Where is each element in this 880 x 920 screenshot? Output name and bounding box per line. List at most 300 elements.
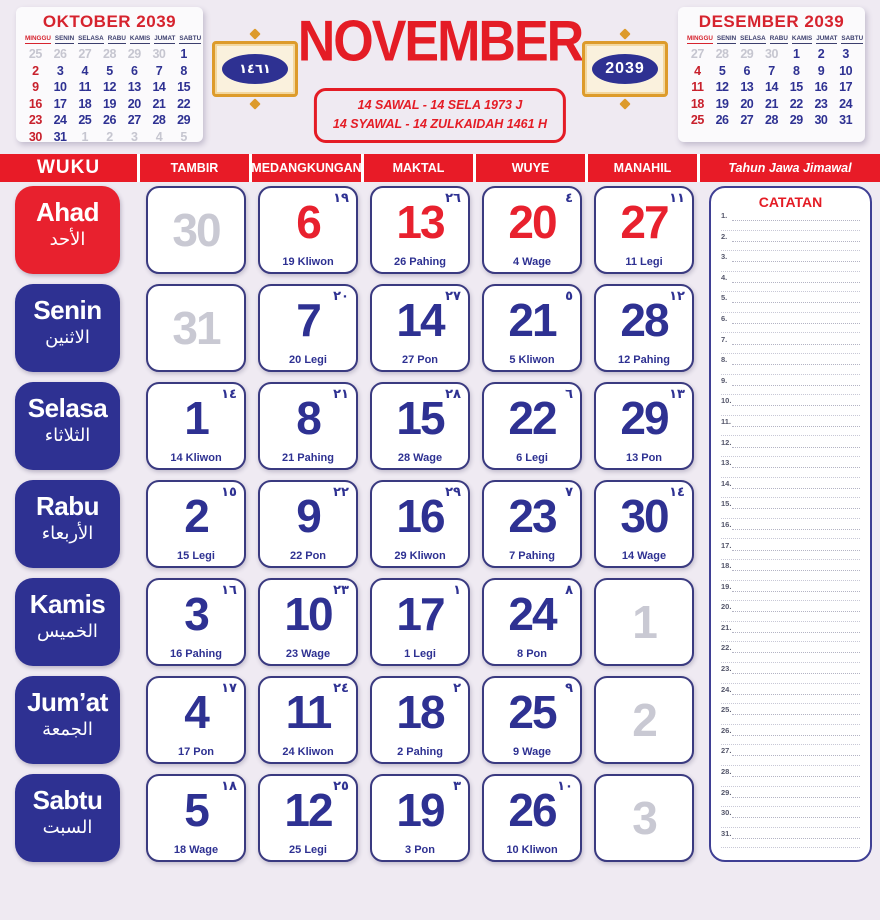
mini-day-header: SENIN [716, 35, 737, 42]
hijri-date: ٢٢ [333, 485, 349, 500]
hijri-date: ١٢ [669, 289, 685, 304]
mini-day: 22 [789, 96, 803, 111]
mini-day: 14 [765, 80, 778, 94]
hijri-date: ٨ [565, 583, 573, 598]
date-cell[interactable] [482, 676, 582, 764]
date-cell[interactable] [594, 284, 694, 372]
mini-day: 24 [53, 113, 67, 127]
mini-day: 27 [690, 47, 704, 61]
pasaran-label: 26 Pahing [394, 256, 446, 268]
date-number: 8 [296, 392, 320, 444]
mini-day: 8 [792, 63, 800, 78]
note-number: 17. [721, 540, 732, 550]
date-cell[interactable] [482, 186, 582, 274]
mini-day: 5 [180, 129, 187, 144]
mini-day: 3 [842, 47, 849, 61]
tahun-jawa-label: Tahun Jawa Jimawal [728, 161, 852, 175]
pasaran-label: 9 Wage [512, 746, 552, 758]
mini-day-header: MINGGU [687, 35, 713, 42]
mini-day: 11 [691, 80, 704, 94]
islamic-dates-line1: 14 SAWAL - 14 SELA 1973 J [357, 98, 523, 112]
note-line [719, 808, 862, 829]
hijri-date: ٧ [565, 485, 573, 500]
note-line [719, 582, 862, 603]
weekday-name: Kamis [29, 589, 106, 619]
mini-day: 1 [81, 129, 88, 144]
hijri-date: ٥ [565, 289, 573, 304]
weekday-name: Rabu [36, 491, 99, 521]
hijri-date: ٢٣ [333, 583, 349, 598]
mini-day: 11 [78, 80, 91, 94]
mini-day: 8 [180, 63, 187, 78]
weekday-box [15, 284, 120, 372]
note-number: 11. [721, 416, 732, 426]
pasaran-label: 22 Pon [289, 550, 327, 562]
hijri-date: ٢ [453, 681, 461, 696]
wuku-label: WUKU [0, 154, 140, 182]
date-cell[interactable] [370, 382, 470, 470]
date-cell[interactable] [594, 676, 694, 764]
weekday-box [15, 382, 120, 470]
date-cell[interactable] [258, 480, 358, 568]
mini-day: 10 [839, 63, 853, 78]
weekday-box [15, 578, 120, 666]
date-number: 10 [284, 588, 332, 640]
date-cell[interactable] [146, 480, 246, 568]
pasaran-label: 1 Legi [404, 648, 436, 660]
hijri-date: ١٣ [669, 387, 685, 402]
date-cell[interactable] [258, 382, 358, 470]
date-cell[interactable] [146, 186, 246, 274]
note-line [719, 252, 862, 273]
mini-day: 29 [127, 47, 141, 61]
date-number: 16 [396, 490, 444, 542]
pasaran-label: 17 Pon [177, 746, 215, 758]
mini-day-header: RABU [769, 35, 788, 42]
hijri-date: ١٨ [221, 779, 237, 794]
note-line [719, 293, 862, 314]
month-title: NOVEMBER [297, 10, 583, 74]
mini-day: 30 [152, 47, 166, 61]
note-line [719, 438, 862, 459]
date-number: 2 [632, 694, 656, 746]
wuku-week-name: TAMBIR [140, 154, 252, 182]
weekday-name-arabic: الثلاثاء [44, 425, 91, 446]
hijri-date: ١٩ [333, 191, 349, 206]
weekday-column [0, 186, 140, 872]
mini-day: 26 [715, 113, 729, 127]
date-number: 27 [620, 196, 668, 248]
date-number: 26 [508, 784, 556, 836]
date-number: 15 [396, 392, 444, 444]
pasaran-label: 5 Kliwon [509, 354, 555, 366]
date-cell[interactable] [370, 774, 470, 862]
note-number: 26. [721, 725, 732, 735]
mini-day-header: JUMAT [154, 35, 176, 42]
wuku-week-name: MANAHIL [588, 154, 700, 182]
note-number: 19. [721, 581, 732, 591]
note-line [719, 520, 862, 541]
notes-panel [709, 186, 872, 862]
mini-day: 15 [789, 80, 803, 94]
mini-day: 5 [106, 63, 113, 78]
pasaran-label: 16 Pahing [170, 648, 222, 660]
hijri-year-badge [212, 30, 298, 108]
weekday-name: Senin [33, 295, 102, 325]
note-line [719, 335, 862, 356]
mini-day: 18 [78, 96, 92, 111]
year-text: 2039 [592, 54, 658, 84]
note-line [719, 726, 862, 747]
note-number: 10. [721, 396, 732, 406]
note-number: 29. [721, 787, 732, 797]
weekday-name-arabic: الأحد [49, 229, 86, 250]
mini-day: 19 [715, 96, 729, 111]
notes-list [719, 211, 862, 849]
mini-day: 26 [53, 47, 67, 61]
date-number: 22 [508, 392, 556, 444]
note-line [719, 273, 862, 294]
mini-calendar-day-headers [23, 35, 202, 44]
date-cell[interactable] [146, 774, 246, 862]
note-line [719, 561, 862, 582]
date-cell[interactable] [482, 774, 582, 862]
pasaran-label: 23 Wage [285, 648, 331, 660]
date-number: 21 [508, 294, 556, 346]
date-cell[interactable] [482, 382, 582, 470]
mini-day: 7 [155, 63, 163, 78]
note-number: 20. [721, 602, 732, 612]
pasaran-label: 8 Pon [517, 648, 547, 660]
note-line [719, 479, 862, 500]
date-number: 13 [396, 196, 444, 248]
mini-day: 25 [28, 47, 42, 61]
islamic-dates-line2: 14 SYAWAL - 14 ZULKAIDAH 1461 H [332, 117, 548, 132]
mini-day: 4 [81, 63, 88, 78]
pasaran-label: 14 Wage [621, 550, 667, 562]
mini-day: 29 [177, 113, 191, 127]
weekday-box [15, 480, 120, 568]
mini-day: 9 [32, 80, 39, 94]
date-cell[interactable] [482, 284, 582, 372]
mini-day: 12 [715, 80, 729, 94]
mini-day: 6 [130, 63, 138, 78]
mini-day: 21 [152, 96, 166, 111]
mini-day-header: SABTU [179, 35, 202, 42]
date-cell[interactable] [594, 774, 694, 862]
note-line [719, 396, 862, 417]
mini-day-header: JUMAT [816, 35, 838, 42]
mini-day: 20 [127, 96, 141, 111]
islamic-dates-box [314, 88, 566, 143]
note-line [719, 643, 862, 664]
hijri-date: ١٠ [557, 779, 573, 794]
mini-day: 4 [694, 63, 701, 78]
mini-calendar-december [678, 7, 865, 142]
ornament-frame [212, 41, 298, 97]
note-line [719, 767, 862, 788]
date-cell[interactable] [370, 480, 470, 568]
mini-day: 21 [765, 96, 778, 111]
date-cell[interactable] [258, 774, 358, 862]
mini-day: 2 [817, 47, 825, 61]
mini-day: 7 [768, 63, 775, 78]
hijri-date: ١٤ [669, 485, 685, 500]
ornament-finial [249, 98, 260, 109]
weekday-name: Selasa [27, 393, 108, 423]
ornament-finial [619, 28, 630, 39]
mini-day: 29 [789, 113, 803, 127]
pasaran-label: 3 Pon [405, 844, 435, 856]
mini-day: 31 [839, 113, 853, 127]
date-cell[interactable] [258, 284, 358, 372]
weekday-box [15, 774, 120, 862]
note-line [719, 499, 862, 520]
date-number: 3 [632, 792, 656, 844]
mini-calendar-day-headers [685, 35, 864, 44]
mini-day: 1 [792, 47, 800, 61]
date-number: 1 [632, 596, 656, 648]
note-line [719, 314, 862, 335]
mini-day: 27 [127, 113, 141, 127]
hijri-date: ١١ [669, 191, 685, 206]
pasaran-label: 12 Pahing [618, 354, 670, 366]
mini-day: 17 [839, 80, 853, 94]
note-line [719, 829, 862, 850]
weekday-name-arabic: الأربعاء [41, 523, 94, 544]
date-number: 18 [396, 686, 444, 738]
date-cell[interactable] [482, 480, 582, 568]
weekday-box [15, 676, 120, 764]
hijri-date: ١٦ [221, 583, 237, 598]
mini-day: 16 [28, 96, 42, 111]
year-badge [582, 30, 668, 108]
mini-day: 3 [56, 63, 64, 78]
date-number: 14 [396, 294, 444, 346]
mini-day: 15 [177, 80, 191, 94]
hijri-date: ٢٥ [333, 779, 349, 794]
mini-day: 2 [32, 63, 39, 78]
date-number: 30 [172, 204, 220, 256]
hijri-date: ٣ [453, 779, 461, 794]
mini-day: 18 [690, 96, 704, 111]
hijri-date: ٢٨ [445, 387, 461, 402]
date-number: 30 [620, 490, 668, 542]
note-line [719, 417, 862, 438]
mini-day: 4 [155, 129, 163, 144]
date-grid [140, 186, 700, 872]
note-line [719, 664, 862, 685]
note-number: 18. [721, 561, 732, 571]
mini-calendar-grid [685, 47, 858, 130]
date-number: 6 [296, 196, 320, 248]
mini-calendar-title: DESEMBER 2039 [698, 12, 845, 31]
pasaran-label: 2 Pahing [397, 746, 443, 758]
hijri-date: ٢١ [333, 387, 349, 402]
date-cell[interactable] [146, 284, 246, 372]
wuku-week-name: MEDANGKUNGAN [252, 154, 364, 182]
note-line [719, 355, 862, 376]
mini-calendar-title: OKTOBER 2039 [42, 12, 177, 31]
note-number: 12. [721, 437, 732, 447]
mini-day: 19 [103, 96, 116, 111]
note-number: 25. [721, 705, 732, 715]
date-cell[interactable] [370, 578, 470, 666]
date-number: 4 [184, 686, 208, 738]
date-number: 23 [508, 490, 556, 542]
mini-day-header: KAMIS [791, 35, 813, 42]
date-cell[interactable] [370, 676, 470, 764]
date-cell[interactable] [370, 284, 470, 372]
hijri-date: ٤ [565, 191, 573, 206]
note-number: 6. [721, 313, 728, 323]
hijri-year-text: ١٤٦١ [222, 54, 288, 84]
date-number: 3 [184, 588, 208, 640]
pasaran-label: 15 Legi [177, 550, 215, 562]
note-line [719, 458, 862, 479]
note-number: 27. [721, 746, 732, 756]
mini-day: 24 [839, 96, 853, 111]
mini-day: 3 [130, 129, 138, 144]
mini-calendar-october [16, 7, 203, 142]
mini-day-header: SELASA [740, 35, 766, 42]
date-cell[interactable] [146, 578, 246, 666]
mini-day: 31 [53, 129, 67, 144]
hijri-date: ١٤ [221, 387, 237, 402]
mini-day: 27 [78, 47, 92, 61]
date-cell[interactable] [594, 186, 694, 274]
pasaran-label: 24 Kliwon [282, 746, 334, 758]
weekday-box [15, 186, 120, 274]
hijri-date: ١ [453, 583, 461, 598]
note-line [719, 376, 862, 397]
mini-day: 28 [765, 113, 778, 127]
pasaran-label: 21 Pahing [282, 452, 334, 464]
note-number: 22. [721, 643, 732, 653]
weekday-name: Jum’at [27, 687, 108, 717]
notes-title: CATATAN [758, 194, 823, 210]
date-cell[interactable] [146, 382, 246, 470]
note-number: 21. [721, 622, 732, 632]
pasaran-label: 11 Legi [625, 256, 663, 268]
weekday-name: Sabtu [32, 785, 103, 815]
note-number: 30. [721, 808, 732, 818]
mini-day: 28 [152, 113, 166, 127]
mini-day: 6 [743, 63, 750, 78]
note-line [719, 705, 862, 726]
pasaran-label: 14 Kliwon [170, 452, 222, 464]
mini-day: 30 [814, 113, 828, 127]
date-cell[interactable] [594, 382, 694, 470]
note-line [719, 541, 862, 562]
date-cell[interactable] [594, 480, 694, 568]
date-number: 2 [184, 490, 208, 542]
pasaran-label: 27 Pon [401, 354, 439, 366]
pasaran-label: 20 Legi [289, 354, 327, 366]
date-cell[interactable] [370, 186, 470, 274]
date-number: 12 [284, 784, 332, 836]
mini-day-header: MINGGU [25, 35, 51, 42]
mini-day: 14 [152, 80, 166, 94]
date-cell[interactable] [258, 676, 358, 764]
mini-day: 27 [740, 113, 754, 127]
note-number: 13. [721, 458, 732, 468]
mini-day-header: SABTU [841, 35, 864, 42]
note-number: 1. [721, 211, 728, 220]
note-line [719, 623, 862, 644]
mini-day-header: KAMIS [129, 35, 151, 42]
note-number: 9. [721, 375, 728, 385]
note-line [719, 602, 862, 623]
pasaran-label: 4 Wage [512, 256, 552, 268]
pasaran-label: 25 Legi [289, 844, 327, 856]
wuku-week-name: MAKTAL [364, 154, 476, 182]
note-number: 3. [721, 252, 728, 262]
date-cell[interactable] [594, 578, 694, 666]
date-number: 31 [172, 302, 220, 354]
date-number: 28 [620, 294, 668, 346]
note-number: 14. [721, 478, 732, 488]
mini-day: 23 [814, 96, 828, 111]
ornament-frame [582, 41, 668, 97]
mini-day-header: RABU [107, 35, 126, 42]
mini-day: 5 [718, 63, 726, 78]
date-number: 20 [508, 196, 556, 248]
note-line [719, 788, 862, 809]
wuku-week-names [140, 154, 700, 182]
date-cell[interactable] [482, 578, 582, 666]
mini-day: 28 [715, 47, 729, 61]
weekday-name: Ahad [36, 197, 99, 227]
mini-day-header: SENIN [54, 35, 75, 42]
hijri-date: ٩ [565, 681, 573, 696]
date-number: 7 [296, 294, 320, 346]
date-number: 11 [285, 686, 331, 738]
mini-day: 2 [106, 129, 113, 144]
date-cell[interactable] [146, 676, 246, 764]
weekday-name-arabic: السبت [42, 817, 93, 838]
mini-day: 16 [814, 80, 828, 94]
mini-day: 28 [103, 47, 116, 61]
mini-day: 30 [28, 129, 42, 144]
pasaran-label: 18 Wage [173, 844, 219, 856]
note-number: 24. [721, 684, 732, 694]
pasaran-label: 29 Kliwon [394, 550, 446, 562]
hijri-date: ٢٤ [333, 681, 349, 696]
mini-day: 13 [740, 80, 754, 94]
date-number: 19 [396, 784, 444, 836]
mini-day: 22 [177, 96, 191, 111]
mini-day: 1 [180, 47, 187, 61]
pasaran-label: 7 Pahing [509, 550, 555, 562]
date-number: 17 [396, 588, 444, 640]
note-number: 31. [721, 828, 732, 838]
date-number: 29 [620, 392, 668, 444]
mini-day: 10 [53, 80, 67, 94]
hijri-date: ٦ [565, 387, 573, 402]
hijri-date: ٢٩ [445, 485, 461, 500]
note-number: 4. [721, 272, 728, 282]
date-number: 9 [296, 490, 320, 542]
pasaran-label: 6 Legi [516, 452, 548, 464]
date-cell[interactable] [258, 578, 358, 666]
pasaran-label: 10 Kliwon [506, 844, 558, 856]
date-cell[interactable] [258, 186, 358, 274]
note-line [719, 211, 862, 232]
hijri-date: ٢٧ [445, 289, 461, 304]
note-line [719, 685, 862, 706]
mini-day: 30 [765, 47, 778, 61]
